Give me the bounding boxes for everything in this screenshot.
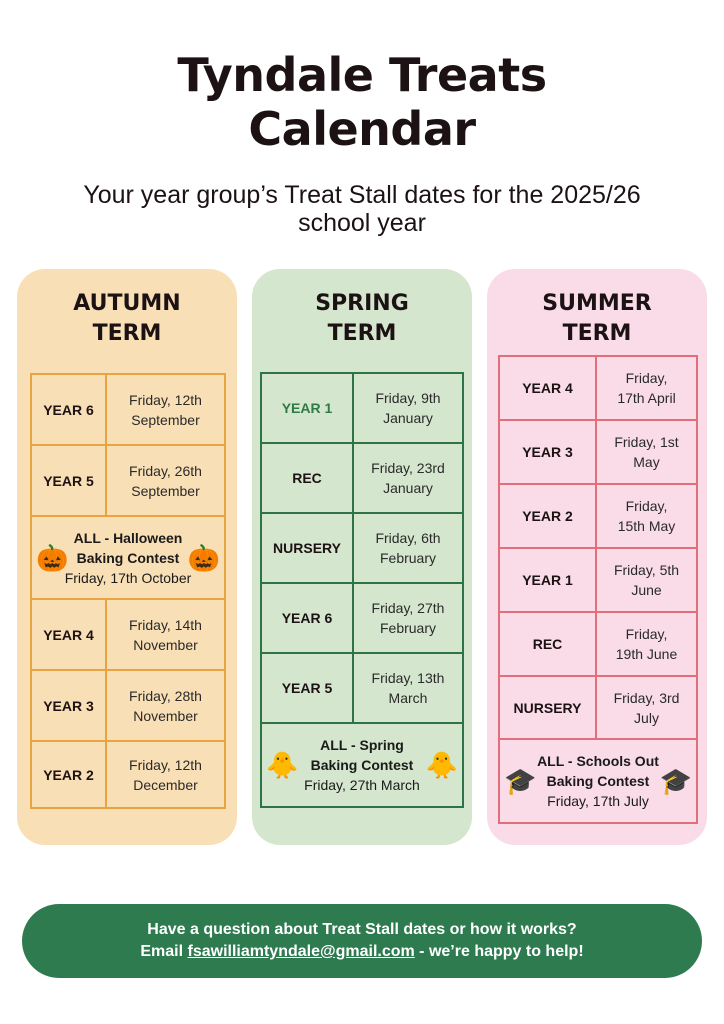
all-event-cell: [499, 739, 697, 823]
email-prefix: Email: [140, 943, 188, 960]
table-row: [31, 374, 225, 445]
spring-schedule-table: [260, 372, 464, 808]
event-date: Friday, 27th March: [304, 777, 420, 793]
year-group: YEAR 4: [31, 599, 106, 670]
table-row: [261, 653, 463, 723]
stall-date: Friday, 19th June: [596, 612, 697, 676]
stall-date: Friday, 6th February: [353, 513, 463, 583]
table-row: [499, 420, 697, 484]
all-event-cell: [261, 723, 463, 807]
summer-term-title-line2: TERM: [562, 321, 632, 346]
year-group: YEAR 5: [261, 653, 353, 723]
chick-icon: 🐥: [266, 750, 299, 780]
table-row: [31, 741, 225, 808]
stall-date: Friday, 5th June: [596, 548, 697, 612]
stall-date: Friday, 13th March: [353, 653, 463, 723]
page-subtitle: Your year group’s Treat Stall dates for the 2025/26 school year: [83, 181, 641, 237]
event-subtitle: Baking Contest: [546, 773, 650, 789]
spring-term-title-line1: SPRING: [315, 291, 409, 316]
year-group: YEAR 1: [261, 373, 353, 443]
table-row: [499, 356, 697, 420]
table-row: [31, 516, 225, 599]
table-row: [261, 443, 463, 513]
table-row: [499, 548, 697, 612]
year-group: YEAR 2: [499, 484, 596, 548]
year-group: YEAR 4: [499, 356, 596, 420]
event-date: Friday, 17th July: [547, 793, 649, 809]
stall-date: Friday, 23rd January: [353, 443, 463, 513]
stall-date: Friday, 1st May: [596, 420, 697, 484]
stall-date: Friday, 15th May: [596, 484, 697, 548]
autumn-term-title-line2: TERM: [92, 321, 162, 346]
event-title: ALL - Schools Out: [537, 753, 659, 769]
stall-date: Friday, 26th September: [106, 445, 225, 516]
year-group: YEAR 6: [31, 374, 106, 445]
autumn-schedule-table: [30, 373, 226, 809]
stall-date: Friday, 9th January: [353, 373, 463, 443]
event-subtitle: Baking Contest: [76, 549, 180, 566]
stall-date: Friday, 3rd July: [596, 676, 697, 739]
pumpkin-icon: 🎃: [187, 542, 220, 573]
all-event-cell: [31, 516, 225, 599]
spring-term-card: [252, 269, 472, 845]
year-group: YEAR 2: [31, 741, 106, 808]
stall-date: Friday, 14th November: [106, 599, 225, 670]
year-group: YEAR 5: [31, 445, 106, 516]
stall-date: Friday, 12th September: [106, 374, 225, 445]
stall-date: Friday, 27th February: [353, 583, 463, 653]
summer-term-card: [487, 269, 707, 845]
event-title: ALL - Halloween: [73, 529, 183, 546]
page-title-line2: Calendar: [248, 102, 476, 156]
stall-date: Friday, 12th December: [106, 741, 225, 808]
table-row: [499, 676, 697, 739]
spring-term-title-line2: TERM: [327, 321, 397, 346]
event-date: Friday, 17th October: [64, 569, 192, 586]
table-row: [261, 723, 463, 807]
summer-term-title-line1: SUMMER: [542, 291, 652, 316]
stall-date: Friday, 28th November: [106, 670, 225, 741]
table-row: [31, 445, 225, 516]
year-group: YEAR 6: [261, 583, 353, 653]
contact-banner: [22, 904, 702, 978]
table-row: [31, 670, 225, 741]
contact-question: Have a question about Treat Stall dates or how it works?: [147, 921, 577, 938]
year-group: NURSERY: [499, 676, 596, 739]
contact-line: [22, 941, 702, 963]
autumn-term-card: [17, 269, 237, 845]
page-title-line1: Tyndale Treats: [177, 48, 547, 102]
table-row: [31, 599, 225, 670]
spring-term-title: [252, 289, 472, 349]
autumn-term-title: [17, 289, 237, 349]
graduation-cap-icon: 🎓: [504, 766, 537, 796]
email-suffix: - we’re happy to help!: [414, 943, 584, 960]
year-group: YEAR 1: [499, 548, 596, 612]
event-subtitle: Baking Contest: [310, 757, 414, 773]
table-row: [261, 583, 463, 653]
year-group: NURSERY: [261, 513, 353, 583]
year-group: YEAR 3: [499, 420, 596, 484]
graduation-cap-icon: 🎓: [659, 766, 692, 796]
table-row: [261, 373, 463, 443]
pumpkin-icon: 🎃: [36, 542, 69, 573]
year-group: REC: [261, 443, 353, 513]
table-row: [499, 484, 697, 548]
autumn-term-title-line1: AUTUMN: [73, 291, 181, 316]
event-title: ALL - Spring: [320, 737, 404, 753]
table-row: [499, 739, 697, 823]
summer-term-title: [487, 289, 707, 349]
table-row: [261, 513, 463, 583]
year-group: REC: [499, 612, 596, 676]
page-title: [0, 48, 724, 156]
email-link[interactable]: fsawilliamtyndale@gmail.com: [187, 943, 415, 960]
stall-date: Friday, 17th April: [596, 356, 697, 420]
year-group: YEAR 3: [31, 670, 106, 741]
chick-icon: 🐥: [425, 750, 458, 780]
table-row: [499, 612, 697, 676]
summer-schedule-table: [498, 355, 698, 824]
